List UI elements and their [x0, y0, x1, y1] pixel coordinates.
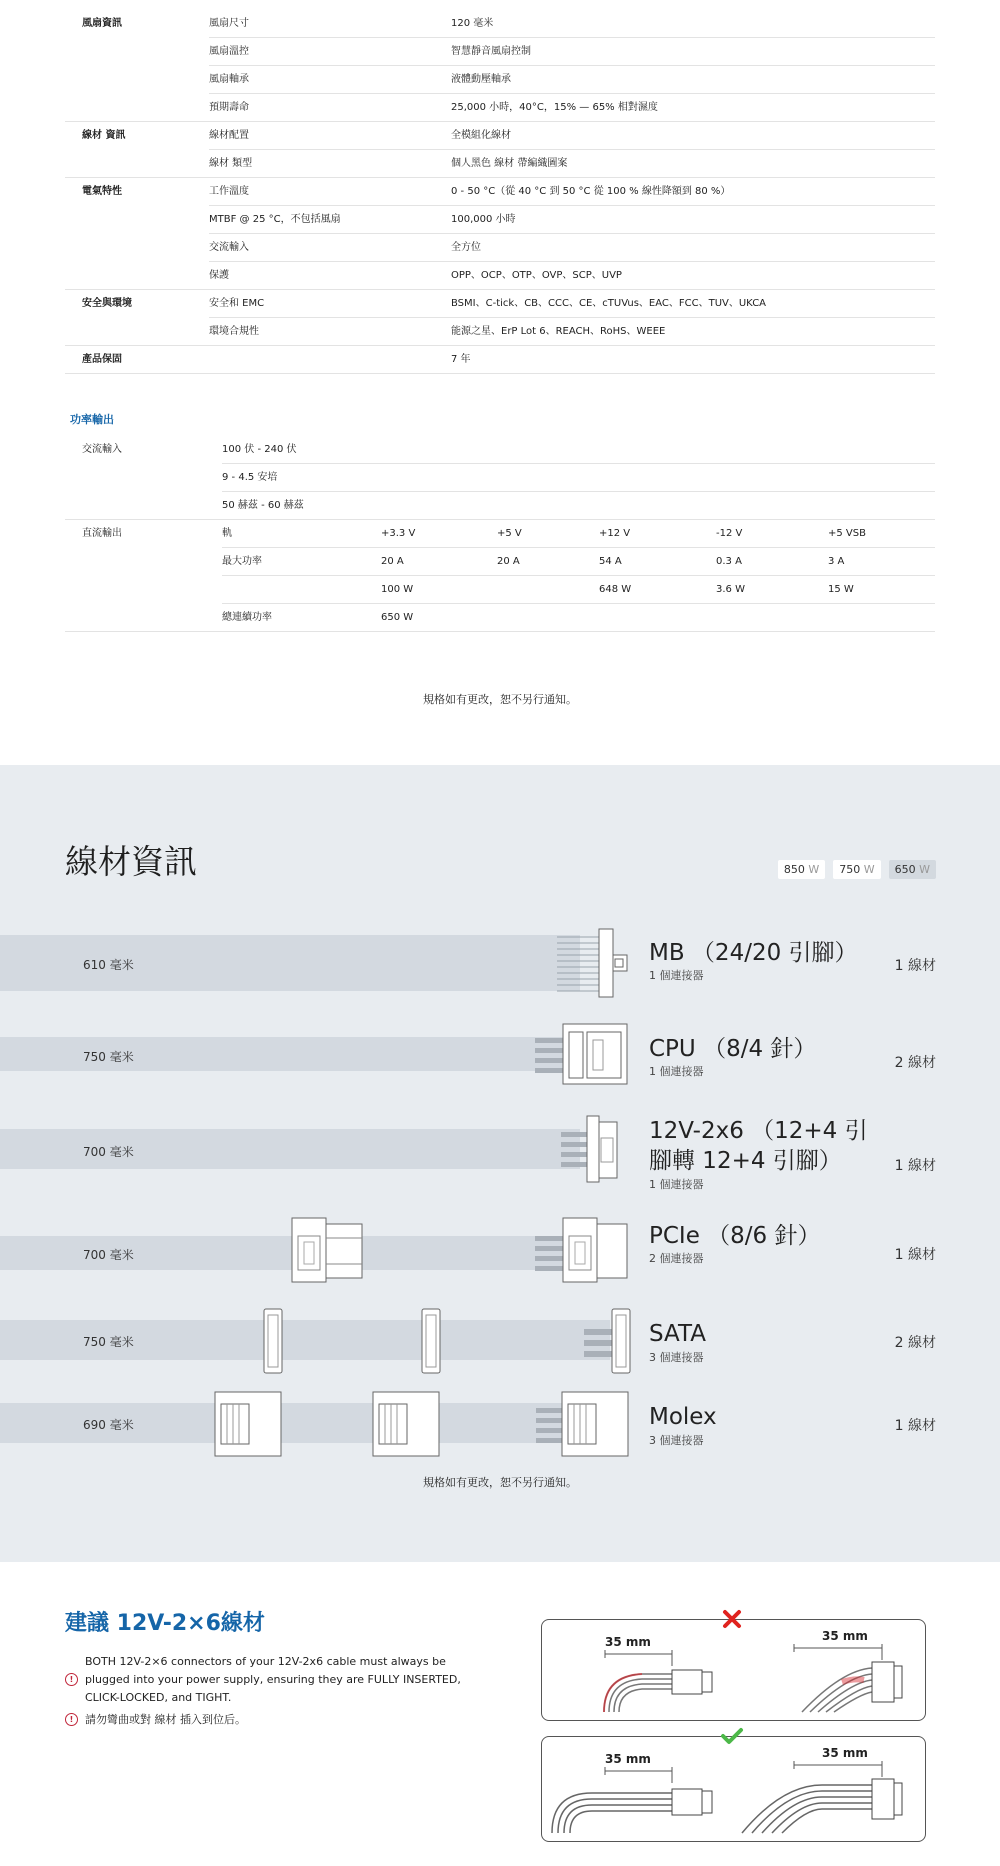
sata-connector-icon [262, 1307, 286, 1377]
dimension-label: 35 mm [605, 1752, 651, 1766]
cable-notice: 規格如有更改，恕不另行通知。 [423, 1476, 577, 1489]
cable-length: 700 毫米 [83, 1248, 134, 1262]
spec-label: 安全和 EMC [209, 298, 265, 309]
cable-length: 700 毫米 [83, 1145, 134, 1159]
cable-quantity: 2 線材 [894, 1335, 936, 1351]
cable-name: PCIe （8/6 針） [649, 1223, 821, 1249]
recommendation-line: CLICK-LOCKED, and TIGHT. [85, 1691, 232, 1704]
cable-quantity: 1 線材 [894, 1158, 936, 1174]
rail-3v3: +3.3 V [381, 528, 416, 539]
cable-quantity: 1 線材 [894, 1418, 936, 1434]
spec-value: BSMI、C-tick、CB、CCC、CE、cTUVus、EAC、FCC、TUV、UKCA [451, 298, 767, 309]
spec-row [65, 10, 935, 38]
cable-row-molex [0, 1373, 1000, 1458]
recommendation-item-1 [65, 1653, 485, 1709]
spec-row [65, 206, 935, 234]
molex-connector-icon [213, 1390, 285, 1460]
spec-value: 全模組化線材 [451, 130, 511, 141]
alert-circle-icon: ! [65, 1713, 78, 1726]
spec-value: 120 毫米 [451, 18, 494, 29]
power-output-title: 功率輸出 [70, 413, 114, 426]
cable-quantity: 2 線材 [894, 1055, 936, 1071]
spec-value: 液體動壓軸承 [451, 74, 511, 85]
cable-name: MB （24/20 引腳） [649, 940, 858, 966]
cable-row-pcie [0, 1210, 1000, 1295]
divider [65, 519, 935, 520]
watt-3v3: 100 W [381, 584, 414, 595]
spec-value: OPP、OCP、OTP、OVP、SCP、UVP [451, 270, 622, 281]
cable-section [0, 765, 1000, 1562]
sata-connector-icon [420, 1307, 444, 1377]
spec-label: 風扇軸承 [209, 74, 249, 85]
correct-bend-panel [541, 1736, 926, 1842]
watt-5vsb: 15 W [828, 584, 854, 595]
recommendation-item-2 [65, 1711, 485, 1731]
spec-label: 保護 [209, 270, 229, 281]
power-ac-voltage: 100 伏 - 240 伏 [222, 444, 297, 455]
cable-connector-count: 3 個連接器 [649, 1351, 704, 1364]
cable-name: SATA [649, 1321, 706, 1347]
dimension-label: 35 mm [822, 1746, 868, 1760]
spec-row [65, 262, 935, 290]
power-dc-watt-row [65, 576, 935, 604]
power-ac-row-1 [65, 436, 935, 464]
current-12v: 54 A [599, 556, 622, 567]
spec-row [65, 150, 935, 178]
spec-row [65, 94, 935, 122]
correct-bend-illustration [542, 1737, 925, 1841]
pcie-12v-connector-icon [555, 1112, 635, 1186]
spec-value: 7 年 [451, 354, 471, 365]
spec-row [65, 234, 935, 262]
check-icon [720, 1726, 744, 1746]
cable-row-cpu [0, 1015, 1000, 1085]
recommendation-line: BOTH 12V-2×6 connectors of your 12V-2x6 cable must always be [85, 1655, 446, 1668]
cable-name: CPU （8/4 針） [649, 1036, 817, 1062]
cable-name-line-1: 12V-2x6 （12+4 引 [649, 1118, 868, 1144]
power-ac-label: 交流輸入 [82, 444, 122, 455]
power-ac-current: 9 - 4.5 安培 [222, 472, 278, 483]
recommendation-text: 請勿彎曲或對 線材 插入到位后。 [85, 1713, 246, 1726]
spec-row [65, 318, 935, 346]
spec-label: MTBF @ 25 °C，不包括風扇 [209, 214, 341, 225]
dimension-label: 35 mm [822, 1629, 868, 1643]
cable-connector-count: 2 個連接器 [649, 1252, 704, 1265]
divider [65, 631, 935, 632]
current-header: 最大功率 [222, 556, 262, 567]
cable-length: 610 毫米 [83, 958, 134, 972]
spec-row [65, 66, 935, 94]
pcie-connector-icon [290, 1216, 370, 1286]
divider [222, 603, 935, 604]
spec-value: 智慧靜音風扇控制 [451, 46, 531, 57]
total-label: 總連續功率 [222, 612, 272, 623]
wattage-num: 650 [894, 863, 916, 876]
dimension-label: 35 mm [605, 1635, 651, 1649]
cable-quantity: 1 線材 [894, 958, 936, 974]
spec-category: 產品保固 [82, 354, 122, 365]
rail-5vsb: +5 VSB [828, 528, 866, 539]
wattage-tab-850[interactable] [778, 860, 825, 879]
rail-12v: +12 V [599, 528, 631, 539]
molex-connector-icon [536, 1390, 636, 1460]
watt-12v: 648 W [599, 584, 632, 595]
current-5vsb: 3 A [828, 556, 845, 567]
mb-connector-icon [555, 925, 635, 1001]
wattage-unit: W [919, 863, 930, 876]
cable-name-line-2: 腳轉 12+4 引腳） [649, 1148, 842, 1174]
spec-value: 全方位 [451, 242, 481, 253]
spec-row [65, 122, 935, 150]
spec-row [65, 178, 935, 206]
divider [222, 463, 935, 464]
spec-value: 0 - 50 °C（從 40 °C 到 50 °C 從 100 % 線性降額到 80 %） [451, 186, 731, 197]
rail-header: 軌 [222, 528, 232, 539]
divider [222, 547, 935, 548]
sata-connector-icon [584, 1307, 634, 1377]
power-ac-row-3 [65, 492, 935, 520]
spec-label: 線材配置 [209, 130, 249, 141]
power-dc-label: 直流輸出 [82, 528, 122, 539]
spec-category: 風扇資訊 [82, 18, 122, 29]
cable-length: 750 毫米 [83, 1335, 134, 1349]
cable-quantity: 1 線材 [894, 1247, 936, 1263]
cable-name: Molex [649, 1404, 717, 1430]
cable-section-title: 線材資訊 [65, 842, 197, 881]
wattage-tab-650[interactable] [889, 860, 936, 879]
power-dc-current-row [65, 548, 935, 576]
rail-neg12v: -12 V [716, 528, 743, 539]
recommendation-line: plugged into your power supply, ensuring they are FULLY INSERTED, [85, 1673, 461, 1686]
current-5v: 20 A [497, 556, 520, 567]
spec-notice: 規格如有更改，恕不另行通知。 [423, 693, 577, 706]
wrong-bend-illustration [542, 1620, 925, 1720]
wrong-bend-panel [541, 1619, 926, 1721]
spec-label: 環境合規性 [209, 326, 259, 337]
divider [222, 491, 935, 492]
cable-connector-count: 1 個連接器 [649, 969, 704, 982]
spec-category: 安全與環境 [82, 298, 132, 309]
spec-label: 交流輸入 [209, 242, 249, 253]
spec-label: 風扇溫控 [209, 46, 249, 57]
spec-category: 線材 資訊 [82, 130, 126, 141]
alert-circle-icon: ! [65, 1673, 78, 1686]
wattage-num: 850 [783, 863, 805, 876]
cable-row-mb [0, 925, 1000, 995]
power-dc-rail-row [65, 520, 935, 548]
wattage-tabs [778, 860, 936, 879]
pcie-connector-icon [535, 1216, 635, 1286]
cross-icon [722, 1609, 742, 1629]
spec-row [65, 290, 935, 318]
spec-label: 線材 類型 [209, 158, 253, 169]
spec-value: 個人黑色 線材 帶編織圖案 [451, 158, 568, 169]
divider [222, 575, 935, 576]
spec-label: 風扇尺寸 [209, 18, 249, 29]
cable-connector-count: 3 個連接器 [649, 1434, 704, 1447]
cable-row-12v-2x6 [0, 1097, 1000, 1197]
power-ac-row-2 [65, 464, 935, 492]
spec-row [65, 38, 935, 66]
spec-value: 25,000 小時，40°C，15% — 65% 相對濕度 [451, 102, 658, 113]
cable-length: 690 毫米 [83, 1418, 134, 1432]
wattage-tab-750[interactable] [833, 860, 880, 879]
spec-row [65, 346, 935, 374]
molex-connector-icon [371, 1390, 443, 1460]
watt-neg12v: 3.6 W [716, 584, 745, 595]
total-value: 650 W [381, 612, 414, 623]
power-dc-total-row [65, 604, 935, 632]
cable-connector-count: 1 個連接器 [649, 1178, 704, 1191]
current-3v3: 20 A [381, 556, 404, 567]
power-ac-frequency: 50 赫茲 - 60 赫茲 [222, 500, 304, 511]
spec-label: 預期壽命 [209, 102, 249, 113]
spec-category: 電氣特性 [82, 186, 122, 197]
cable-row-sata [0, 1290, 1000, 1375]
cpu-connector-icon [535, 1018, 635, 1088]
wattage-unit: W [863, 863, 875, 876]
current-neg12v: 0.3 A [716, 556, 742, 567]
recommendation-title: 建議 12V-2×6線材 [65, 1611, 265, 1636]
wattage-unit: W [808, 863, 820, 876]
wattage-num: 750 [839, 863, 861, 876]
cable-connector-count: 1 個連接器 [649, 1065, 704, 1078]
spec-value: 能源之星、ErP Lot 6、REACH、RoHS、WEEE [451, 326, 666, 337]
spec-label: 工作溫度 [209, 186, 249, 197]
rail-5v: +5 V [497, 528, 522, 539]
divider [65, 373, 935, 374]
cable-length: 750 毫米 [83, 1050, 134, 1064]
spec-value: 100,000 小時 [451, 214, 516, 225]
